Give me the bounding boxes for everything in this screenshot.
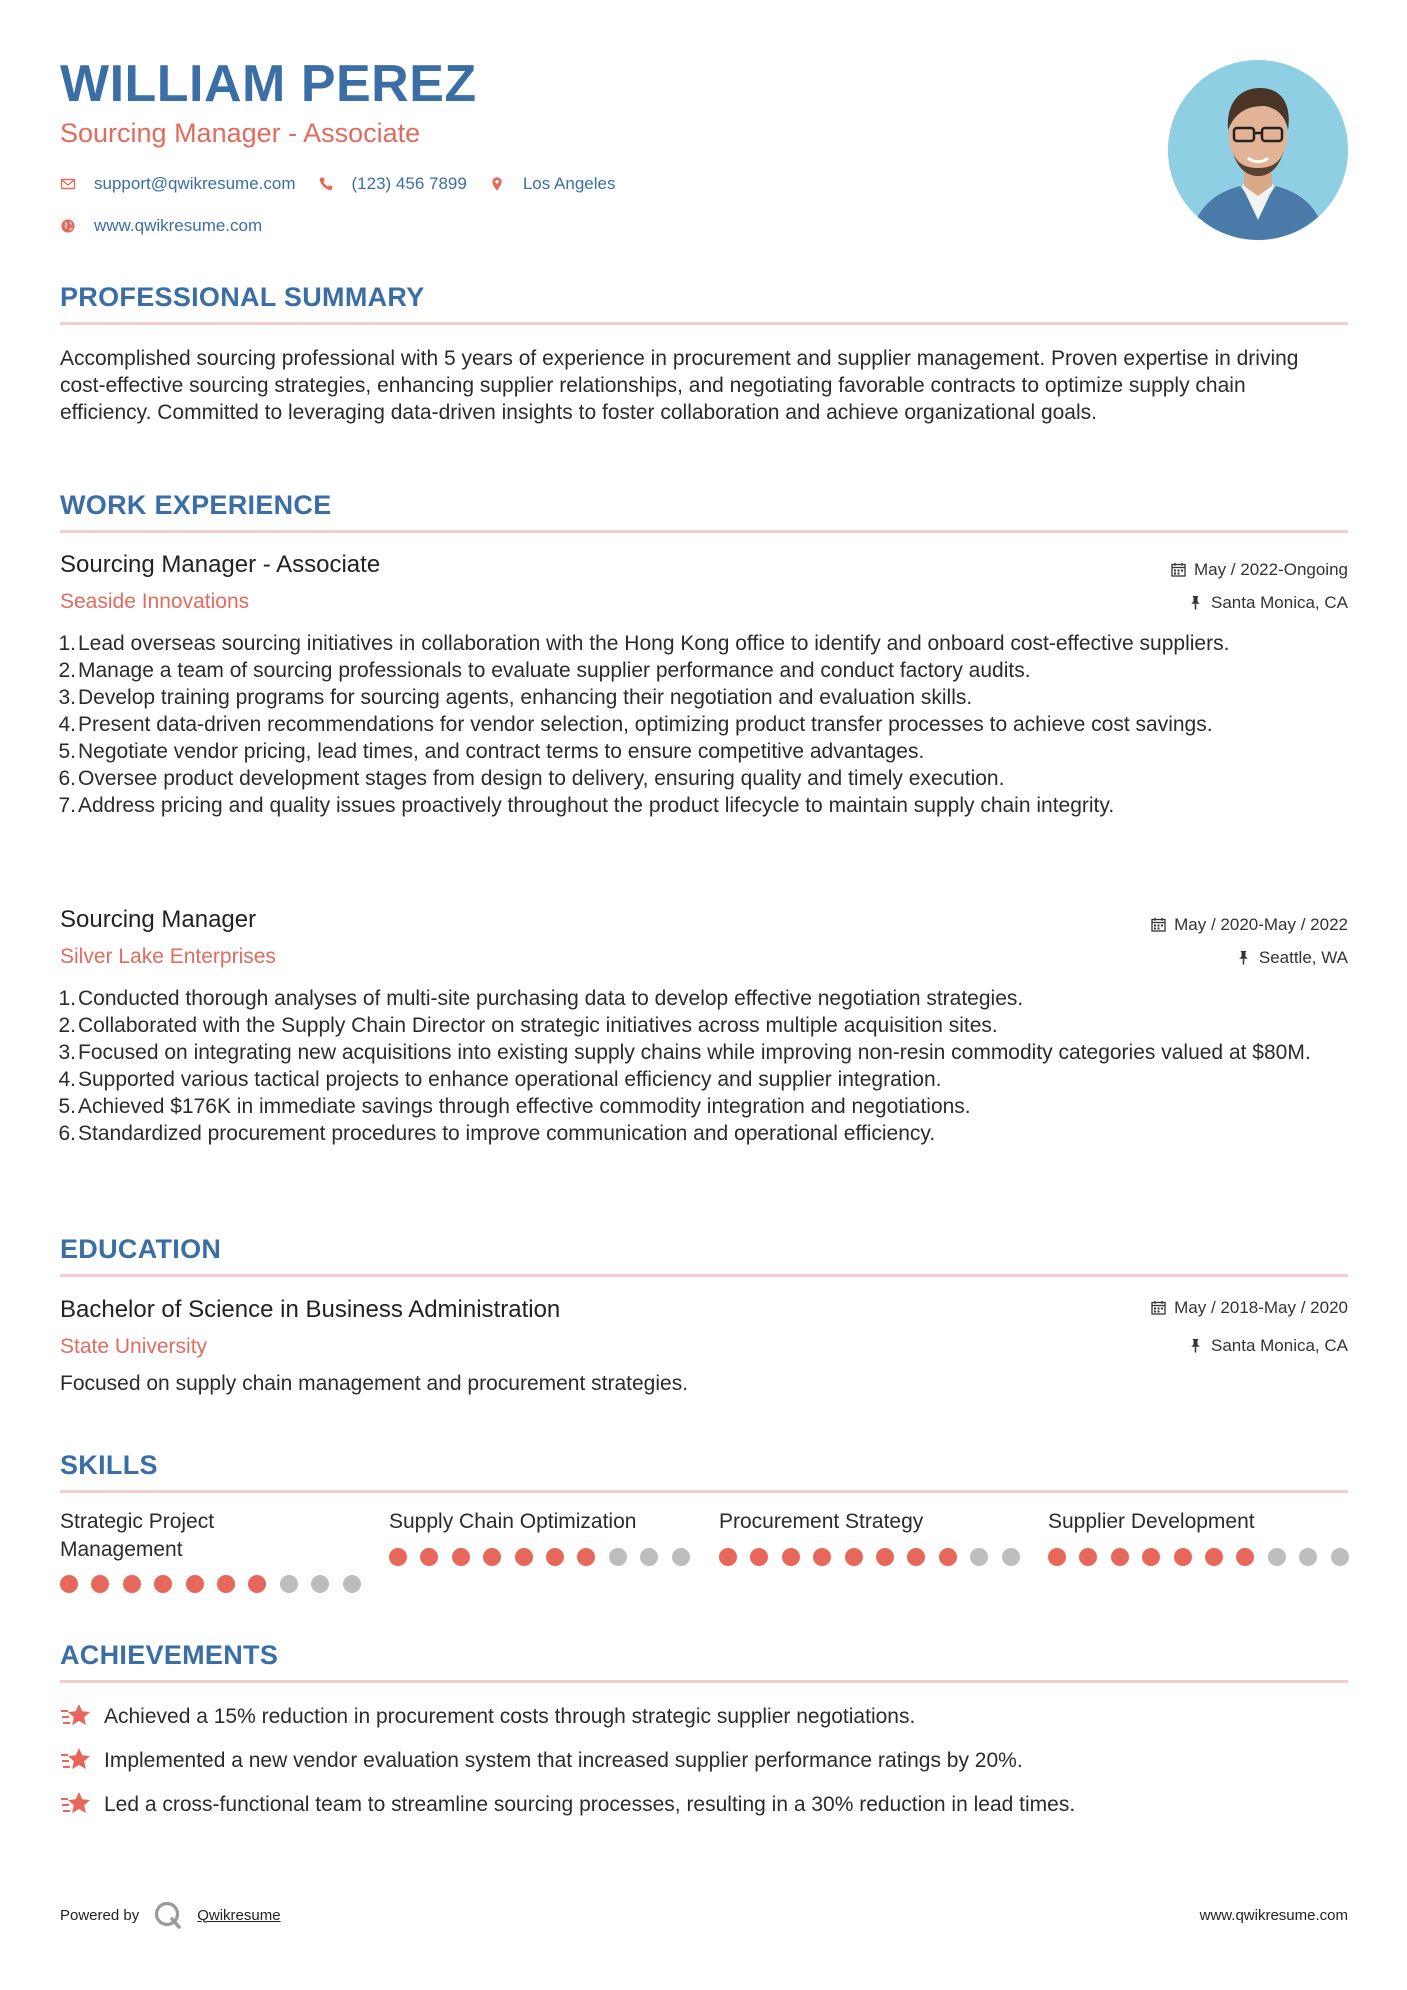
phone-icon [318,176,334,192]
rating-dot-filled [907,1548,925,1566]
education-dates-text: May / 2018-May / 2020 [1174,1298,1348,1317]
education-location [1188,1337,1348,1354]
job-2-location-text: Seattle, WA [1258,948,1348,967]
rating-dot-filled [813,1548,831,1566]
skill-name: Strategic Project Management [60,1510,215,1561]
list-item: 5. Negotiate vendor pricing, lead times, and contract terms to ensure competitive advantages. [58,740,925,763]
list-item: 2. Collaborated with the Supply Chain Director on strategic initiatives across multiple acquisition sites. [58,1014,998,1037]
achievement-item [60,1746,1023,1774]
education-location-text: Santa Monica, CA [1210,1336,1348,1355]
job-1-location-text: Santa Monica, CA [1210,593,1348,612]
qwikresume-logo-icon [153,1900,183,1930]
education-degree: Bachelor of Science in Business Administration [60,1296,561,1323]
rating-dot-empty [1268,1548,1286,1566]
job-2-title: Sourcing Manager [60,906,257,933]
job-2-location [1236,949,1348,966]
skill-item [1048,1508,1348,1536]
skill-name: Procurement Strategy [719,1510,924,1533]
rating-dot-filled [1142,1548,1160,1566]
contact-email[interactable] [60,174,296,194]
website-text: www.qwikresume.com [94,216,263,235]
skill-item [60,1508,310,1564]
job-1-bullets [58,630,1348,819]
job-1-title: Sourcing Manager - Associate [60,551,381,578]
profile-photo [1168,60,1348,240]
location-text: Los Angeles [522,174,616,193]
rating-dot-empty [343,1575,361,1593]
rating-dot-filled [546,1548,564,1566]
rating-dot-filled [1205,1548,1223,1566]
summary-heading: PROFESSIONAL SUMMARY [60,282,425,312]
rating-dot-filled [483,1548,501,1566]
list-item: 3. Focused on integrating new acquisitions into existing supply chains while improving non-resin commodity categories valued at $80M. [58,1041,1311,1064]
rating-dot-filled [845,1548,863,1566]
job-1-dates-text: May / 2022-Ongoing [1193,560,1348,579]
rating-dot-filled [1111,1548,1129,1566]
achievement-text: Implemented a new vendor evaluation system that increased supplier performance ratings by 20%. [104,1748,1023,1772]
star-icon [60,1790,92,1818]
rating-dot-filled [420,1548,438,1566]
skill-rating [719,1548,1033,1566]
star-icon [60,1746,92,1774]
achievement-text: Achieved a 15% reduction in procurement costs through strategic supplier negotiations. [104,1704,916,1728]
qwikresume-link[interactable]: Qwikresume [197,1906,281,1924]
rating-dot-filled [1236,1548,1254,1566]
rating-dot-empty [1299,1548,1317,1566]
rating-dot-empty [280,1575,298,1593]
list-item: 4. Present data-driven recommendations for vendor selection, optimizing product transfer processes to achieve cost savings. [58,713,1213,736]
rating-dot-filled [515,1548,533,1566]
list-item: 2. Manage a team of sourcing professionals to evaluate supplier performance and conduct factory audits. [58,659,1031,682]
calendar-icon [1171,562,1186,577]
job-1-dates [1171,561,1348,578]
achievements-divider [60,1680,1348,1683]
experience-heading: WORK EXPERIENCE [60,490,332,520]
achievement-item [60,1790,1075,1818]
rating-dot-filled [782,1548,800,1566]
pushpin-icon [1188,1338,1203,1353]
rating-dot-empty [970,1548,988,1566]
rating-dot-filled [217,1575,235,1593]
education-heading: EDUCATION [60,1234,222,1264]
list-item: 1. Lead overseas sourcing initiatives in collaboration with the Hong Kong office to identify and onboard cost-effective suppliers. [58,632,1230,655]
job-1-company: Seaside Innovations [60,590,250,613]
skills-divider [60,1490,1348,1493]
rating-dot-filled [1174,1548,1192,1566]
rating-dot-filled [186,1575,204,1593]
list-item: 3. Develop training programs for sourcing agents, enhancing their negotiation and evaluation skills. [58,686,973,709]
skill-name: Supplier Development [1048,1510,1255,1533]
rating-dot-filled [452,1548,470,1566]
list-item: 4. Supported various tactical projects to enhance operational efficiency and supplier integration. [58,1068,942,1091]
rating-dot-filled [1079,1548,1097,1566]
list-item: 5. Achieved $176K in immediate savings through effective commodity integration and negotiations. [58,1095,971,1118]
list-item: 1. Conducted thorough analyses of multi-site purchasing data to develop effective negotiation strategies. [58,987,1024,1010]
pushpin-icon [1236,950,1251,965]
powered-by-text: Powered by [60,1906,140,1924]
candidate-name: WILLIAM PEREZ [60,55,477,113]
rating-dot-filled [876,1548,894,1566]
summary-text: Accomplished sourcing professional with 5 years of experience in procurement and supplier management. Proven expertise in driving cost-effective sourcing strategies, enhancing supplier relationships, and negotiating favorable contracts to optimize supply chain efficiency. Committed to leveraging data-driven insights to foster collaboration and achieve organizational goals. [60,347,1299,424]
rating-dot-filled [1048,1548,1066,1566]
footer-website[interactable]: www.qwikresume.com [1199,1907,1348,1924]
rating-dot-filled [248,1575,266,1593]
footer-powered-by [60,1900,281,1930]
achievement-text: Led a cross-functional team to streamline sourcing processes, resulting in a 30% reduction in lead times. [104,1792,1076,1816]
rating-dot-filled [719,1548,737,1566]
skill-item [719,1508,1019,1536]
contact-phone[interactable] [318,174,467,194]
achievement-item [60,1702,915,1730]
list-item: 6. Oversee product development stages from design to delivery, ensuring quality and timely execution. [58,767,1005,790]
email-text: support@qwikresume.com [94,174,296,193]
job-1-location [1188,594,1348,611]
skill-rating [389,1548,703,1566]
rating-dot-empty [1331,1548,1349,1566]
rating-dot-filled [154,1575,172,1593]
list-item: 7. Address pricing and quality issues proactively throughout the product lifecycle to maintain supply chain integrity. [58,794,1115,817]
contact-row-1 [60,174,637,194]
calendar-icon [1151,1300,1166,1315]
skill-name: Supply Chain Optimization [389,1510,637,1533]
envelope-icon [60,176,76,192]
calendar-icon [1151,917,1166,932]
contact-location [489,174,616,194]
rating-dot-empty [311,1575,329,1593]
contact-website[interactable] [60,216,262,236]
skill-rating [1048,1548,1362,1566]
education-description: Focused on supply chain management and procurement strategies. [60,1372,689,1395]
job-2-dates [1151,916,1348,933]
skills-heading: SKILLS [60,1450,158,1480]
globe-icon [60,218,76,234]
rating-dot-empty [609,1548,627,1566]
achievements-heading: ACHIEVEMENTS [60,1640,279,1670]
education-dates [1151,1299,1348,1316]
list-item: 6. Standardized procurement procedures to improve communication and operational efficiency. [58,1122,936,1145]
rating-dot-filled [750,1548,768,1566]
job-2-dates-text: May / 2020-May / 2022 [1174,915,1348,934]
rating-dot-filled [389,1548,407,1566]
phone-text: (123) 456 7899 [351,174,467,193]
rating-dot-empty [640,1548,658,1566]
star-icon [60,1702,92,1730]
education-divider [60,1274,1348,1277]
experience-divider [60,530,1348,533]
pushpin-icon [1188,595,1203,610]
skill-rating [60,1575,374,1593]
rating-dot-empty [672,1548,690,1566]
skill-item [389,1508,689,1536]
rating-dot-filled [123,1575,141,1593]
rating-dot-filled [60,1575,78,1593]
map-pin-icon [489,176,505,192]
job-2-company: Silver Lake Enterprises [60,945,276,968]
contact-row-2 [60,216,284,236]
rating-dot-empty [1002,1548,1020,1566]
summary-divider [60,322,1348,325]
rating-dot-filled [939,1548,957,1566]
job-2-bullets [58,985,1348,1147]
rating-dot-filled [91,1575,109,1593]
candidate-role: Sourcing Manager - Associate [60,118,421,148]
education-school: State University [60,1335,208,1358]
rating-dot-filled [577,1548,595,1566]
